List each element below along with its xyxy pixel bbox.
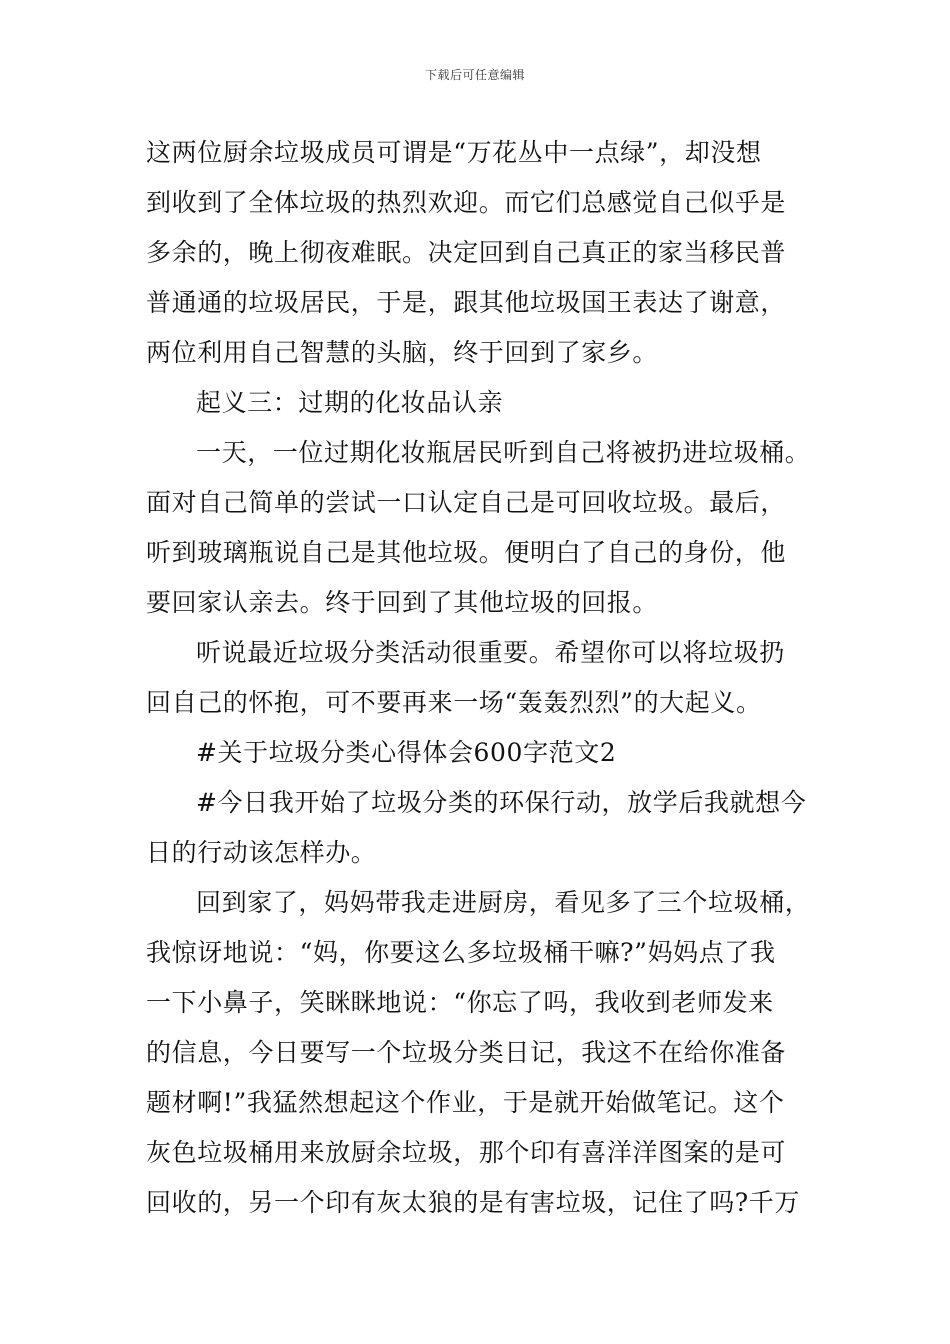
text-line: 面对自己简单的尝试一口认定自己是可回收垃圾。最后， bbox=[146, 488, 787, 517]
text-line: 回收的，另一个印有灰太狼的是有害垃圾，记住了吗?千万 bbox=[146, 1188, 801, 1217]
text-line: 一下小鼻子，笑眯眯地说：“你忘了吗，我收到老师发来 bbox=[146, 988, 774, 1017]
text-line: 灰色垃圾桶用来放厨余垃圾，那个印有喜洋洋图案的是可 bbox=[146, 1138, 787, 1167]
text-line: 两位利用自己智慧的头脑，终于回到了家乡。 bbox=[146, 338, 659, 367]
text-line: 普通通的垃圾居民，于是，跟其他垃圾国王表达了谢意， bbox=[146, 288, 787, 317]
text-line: 多余的，晚上彻夜难眠。决定回到自己真正的家当移民普 bbox=[146, 238, 787, 267]
text-line: 题材啊!”我猛然想起这个作业，于是就开始做笔记。这个 bbox=[146, 1088, 785, 1117]
text-line: 回自己的怀抱，可不要再来一场“轰轰烈烈”的大起义。 bbox=[146, 688, 762, 717]
text-line: 要回家认亲去。终于回到了其他垃圾的回报。 bbox=[146, 588, 659, 617]
text-line: 这两位厨余垃圾成员可谓是“万花丛中一点绿”，却没想 bbox=[146, 138, 762, 167]
text-line: 到收到了全体垃圾的热烈欢迎。而它们总感觉自己似乎是 bbox=[146, 188, 787, 217]
text-line: 听到玻璃瓶说自己是其他垃圾。便明白了自己的身份，他 bbox=[146, 538, 787, 567]
text-line: 回到家了，妈妈带我走进厨房，看见多了三个垃圾桶， bbox=[196, 888, 811, 917]
text-line: #今日我开始了垃圾分类的环保行动，放学后我就想今 bbox=[196, 788, 807, 817]
text-line: 一天，一位过期化妆瓶居民听到自己将被扔进垃圾桶。 bbox=[196, 438, 811, 467]
text-line: 我惊讶地说：“妈，你要这么多垃圾桶干嘛?”妈妈点了我 bbox=[146, 938, 776, 967]
page-header: 下载后可任意编辑 bbox=[424, 68, 525, 82]
document-body bbox=[146, 128, 826, 1228]
text-line: 日的行动该怎样办。 bbox=[146, 838, 377, 867]
section-heading: 起义三：过期的化妆品认亲 bbox=[196, 388, 504, 417]
section-heading: #关于垃圾分类心得体会600字范文2 bbox=[196, 738, 617, 767]
text-line: 听说最近垃圾分类活动很重要。希望你可以将垃圾扔 bbox=[196, 638, 785, 667]
text-line: 的信息，今日要写一个垃圾分类日记，我这不在给你准备 bbox=[146, 1038, 787, 1067]
